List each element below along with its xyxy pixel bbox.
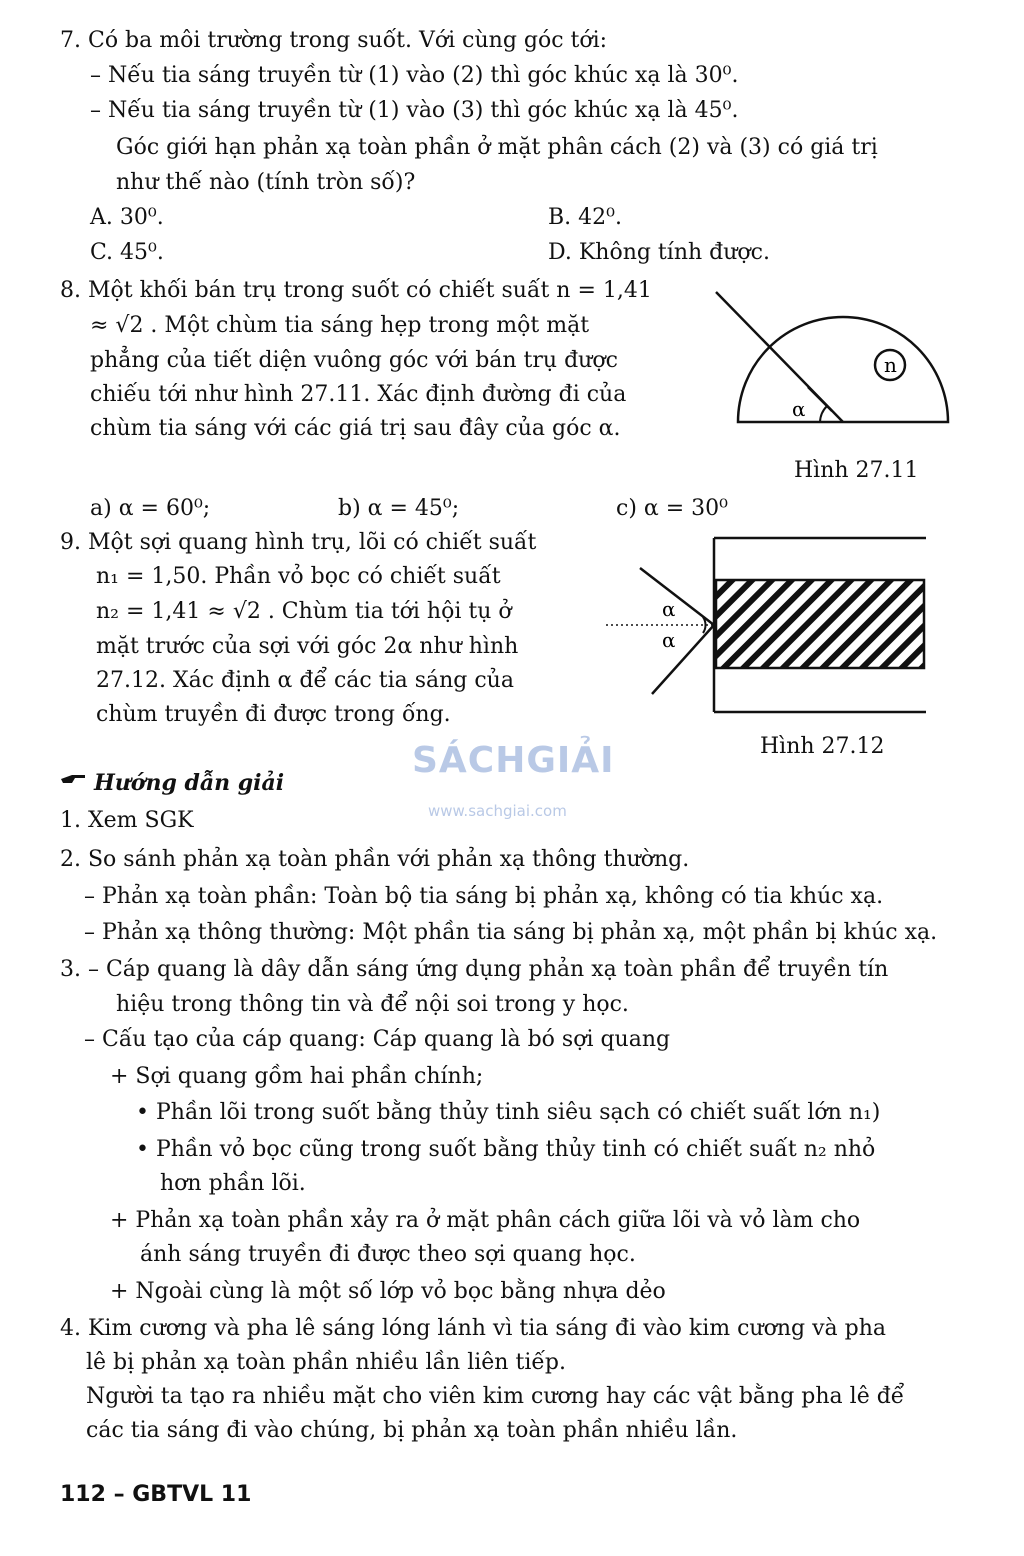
solution-3e: • Phần vỏ bọc cũng trong suốt bằng thủy tinh có chiết suất n₂ nhỏ — [136, 1137, 876, 1162]
watermark-brand: SÁCHGIẢI — [412, 740, 615, 781]
figure-27-12-caption: Hình 27.12 — [760, 734, 885, 759]
q8-line-3: phẳng của tiết diện vuông góc với bán trụ được — [90, 348, 618, 373]
solution-2: 2. So sánh phản xạ toàn phần với phản xạ thông thường. — [60, 847, 690, 872]
q7-line-1: – Nếu tia sáng truyền từ (1) vào (2) thì góc khúc xạ là 30⁰. — [90, 63, 739, 88]
page-footer — [60, 1480, 251, 1510]
figure-27-11-alpha-label: α — [792, 397, 806, 421]
solution-2b: – Phản xạ thông thường: Một phần tia sáng bị phản xạ, một phần bị khúc xạ. — [84, 920, 938, 945]
q7-option-a: A. 30⁰. — [90, 205, 164, 230]
q8-case-a: a) α = 60⁰; — [90, 496, 211, 521]
q9-line-2: n₁ = 1,50. Phần vỏ bọc có chiết suất — [96, 564, 501, 589]
q9-line-6: chùm truyền đi được trong ống. — [96, 702, 451, 727]
figure-27-12 — [600, 530, 940, 720]
q8-line-5: chùm tia sáng với các giá trị sau đây của góc α. — [90, 416, 621, 441]
q9-line-4: mặt trước của sợi với góc 2α như hình — [96, 634, 519, 659]
page-label: 112 – GBTVL 11 — [60, 1482, 252, 1507]
q8-line-1: 8. Một khối bán trụ trong suốt có chiết suất n = 1,41 — [60, 278, 652, 303]
q8-case-b: b) α = 45⁰; — [338, 496, 460, 521]
solution-4-cont: lê bị phản xạ toàn phần nhiều lần liên tiếp. — [86, 1350, 566, 1375]
solution-3f-cont: ánh sáng truyền đi được theo sợi quang học. — [140, 1242, 636, 1267]
solution-4b-cont: các tia sáng đi vào chúng, bị phản xạ toàn phần nhiều lần. — [86, 1418, 738, 1443]
figure-27-12-alpha-top: α — [662, 597, 676, 621]
solution-3: 3. – Cáp quang là dây dẫn sáng ứng dụng phản xạ toàn phần để truyền tín — [60, 957, 889, 982]
q8-line-4: chiếu tới như hình 27.11. Xác định đường đi của — [90, 382, 627, 407]
figure-27-12-alpha-bottom: α — [662, 628, 676, 652]
solution-title: Hướng dẫn giải — [94, 770, 285, 796]
solution-3g: + Ngoài cùng là một số lớp vỏ bọc bằng nhựa dẻo — [110, 1279, 666, 1304]
solution-2a: – Phản xạ toàn phần: Toàn bộ tia sáng bị phản xạ, không có tia khúc xạ. — [84, 884, 884, 909]
q7-option-c: C. 45⁰. — [90, 240, 164, 265]
solution-3d: • Phần lõi trong suốt bằng thủy tinh siêu sạch có chiết suất lớn n₁) — [136, 1100, 881, 1125]
figure-27-11 — [700, 270, 970, 440]
figure-27-11-n-label: n — [884, 353, 897, 377]
q9-line-1: 9. Một sợi quang hình trụ, lõi có chiết suất — [60, 530, 537, 555]
q9-line-3: n₂ = 1,41 ≈ √2 . Chùm tia tới hội tụ ở — [96, 599, 512, 624]
solution-4: 4. Kim cương và pha lê sáng lóng lánh vì tia sáng đi vào kim cương và pha — [60, 1316, 886, 1341]
q7-line-3: Góc giới hạn phản xạ toàn phần ở mặt phân cách (2) và (3) có giá trị — [116, 135, 878, 160]
q7-stem: 7. Có ba môi trường trong suốt. Với cùng góc tới: — [60, 28, 608, 53]
solution-1: 1. Xem SGK — [60, 808, 194, 833]
q7-option-b: B. 42⁰. — [548, 205, 622, 230]
solution-4b: Người ta tạo ra nhiều mặt cho viên kim cương hay các vật bằng pha lê để — [86, 1384, 905, 1409]
q8-line-2: ≈ √2 . Một chùm tia sáng hẹp trong một mặt — [90, 313, 590, 338]
watermark — [412, 740, 622, 830]
solution-3f: + Phản xạ toàn phần xảy ra ở mặt phân cách giữa lõi và vỏ làm cho — [110, 1208, 861, 1233]
solution-3b: – Cấu tạo của cáp quang: Cáp quang là bó sợi quang — [84, 1027, 671, 1052]
q9-line-5: 27.12. Xác định α để các tia sáng của — [96, 668, 514, 693]
solution-3c: + Sợi quang gồm hai phần chính; — [110, 1064, 484, 1089]
q7-option-d: D. Không tính được. — [548, 240, 770, 265]
solution-3-cont: hiệu trong thông tin và để nội soi trong y học. — [116, 992, 629, 1017]
pointing-hand-icon — [60, 770, 86, 786]
q8-case-c: c) α = 30⁰ — [616, 496, 728, 521]
solution-3e-cont: hơn phần lõi. — [160, 1171, 306, 1196]
q7-line-4: như thế nào (tính tròn số)? — [116, 170, 416, 195]
watermark-url: www.sachgiai.com — [428, 802, 567, 820]
figure-27-11-caption: Hình 27.11 — [794, 458, 919, 483]
q7-line-2: – Nếu tia sáng truyền từ (1) vào (3) thì góc khúc xạ là 45⁰. — [90, 98, 739, 123]
